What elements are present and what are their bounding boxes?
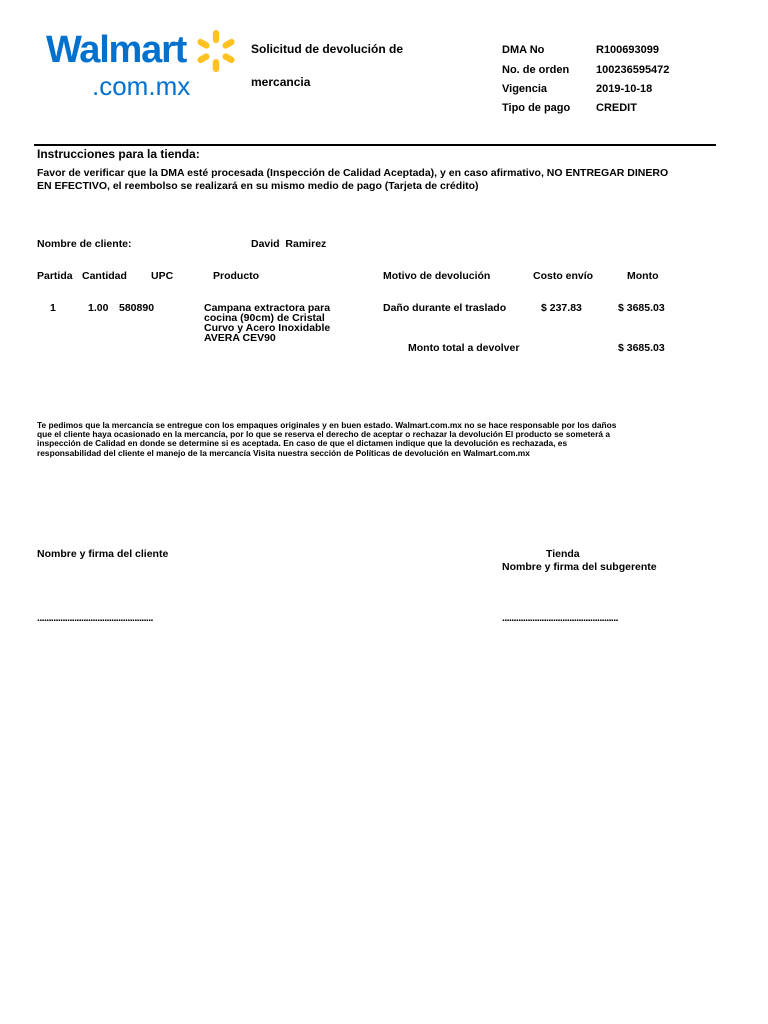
col-header-producto: Producto [213, 270, 260, 282]
document-title: Solicitud de devolución de [251, 42, 404, 56]
row-cantidad: 1.00 [88, 302, 109, 314]
walmart-logo [44, 26, 244, 106]
row-monto: $ 3685.03 [618, 302, 665, 314]
client-name-value: David Ramirez [251, 238, 327, 250]
client-signature-label: Nombre y firma del cliente [37, 548, 169, 560]
payment-type-label: Tipo de pago [502, 102, 571, 114]
client-signature-line: .................................................. [37, 612, 153, 624]
logo-wordmark: Walmart [46, 29, 187, 71]
subgerente-signature-line: .................................................. [502, 612, 618, 624]
order-no-label: No. de orden [502, 64, 570, 76]
store-label: Tienda [546, 548, 580, 560]
col-header-partida: Partida [37, 270, 73, 282]
instructions-text: Favor de verificar que la DMA esté procesada (Inspección de Calidad Aceptada), y en caso afirmativo, NO ENTREGAR DINERO EN EFECTIVO, el reembolso se realizará en su mismo medio de pago (Tarjeta de crédito) [37, 167, 669, 192]
instructions-heading: Instrucciones para la tienda: [37, 147, 200, 161]
col-header-motivo: Motivo de devolución [383, 270, 491, 282]
vigencia-value: 2019-10-18 [596, 83, 653, 95]
vigencia-label: Vigencia [502, 83, 548, 95]
document-title-line2: mercancia [251, 75, 311, 89]
row-costo-envio: $ 237.83 [541, 302, 582, 314]
return-policy-note: Te pedimos que la mercancía se entregue con los empaques originales y en buen estado. Walmart.com.mx no se hace responsable por los daños que el cliente haya ocasionado en la mercancía, por lo que se reserva el derecho de aceptar o rechazar la devolución El producto se someterá a inspección de Calidad en donde se determine si es aceptada. En caso de que el dictamen indique que la devolución es rechazada, es responsabilidad del cliente el manejo de la mercancía Visita nuestra sección de Políticas de devolución en Walmart.com.mx [37, 420, 617, 458]
row-motivo: Daño durante el traslado [383, 302, 507, 314]
order-no-value: 100236595472 [596, 64, 670, 76]
payment-type-value: CREDIT [596, 102, 637, 114]
logo-domain: .com.mx [92, 71, 191, 101]
col-header-monto: Monto [627, 270, 659, 282]
row-partida: 1 [50, 302, 56, 314]
row-upc: 580890 [119, 302, 155, 314]
row-producto: Campana extractora para cocina (90cm) de Cristal Curvo y Acero Inoxidable AVERA CEV90 [204, 302, 331, 344]
client-name-label: Nombre de cliente: [37, 238, 132, 250]
dma-no-label: DMA No [502, 44, 545, 56]
dma-no-value: R100693099 [596, 44, 660, 56]
subgerente-signature-label: Nombre y firma del subgerente [502, 561, 657, 573]
spark-icon [191, 26, 241, 76]
col-header-costo-envio: Costo envío [533, 270, 594, 282]
total-value: $ 3685.03 [618, 342, 665, 354]
header-divider [34, 144, 716, 146]
col-header-upc: UPC [151, 270, 174, 282]
col-header-cantidad: Cantidad [82, 270, 127, 282]
total-label: Monto total a devolver [408, 342, 520, 354]
